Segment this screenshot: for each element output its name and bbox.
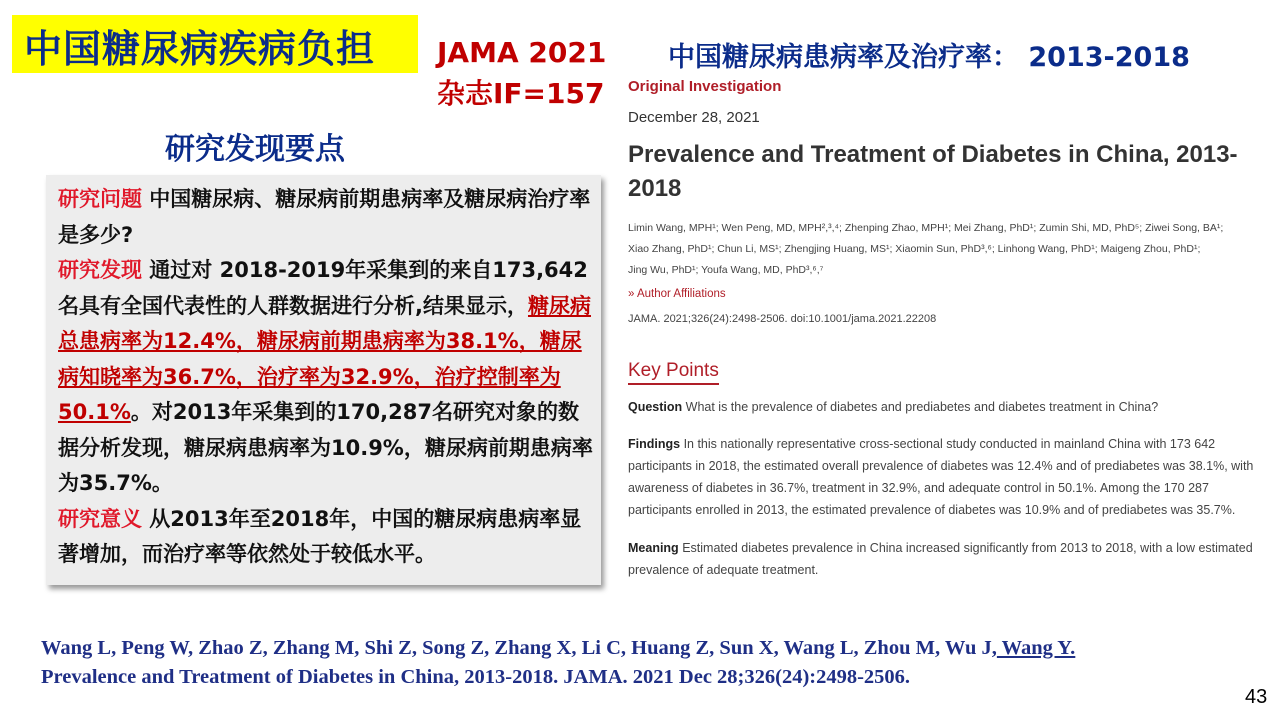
findings-text-2: 。对2013年采集到的170,287名研究对象的数据分析发现，糖尿病患病率为10.9%，糖尿病前期患病率为35.7%。	[58, 400, 593, 495]
article-date: December 28, 2021	[628, 109, 760, 126]
findings-label: Findings	[628, 437, 681, 451]
question-text: What is the prevalence of diabetes and prediabetes and diabetes treatment in China?	[685, 400, 1159, 414]
question-label: 研究问题	[58, 187, 142, 211]
author-affiliations-link[interactable]: » Author Affiliations	[628, 288, 726, 300]
findings-label: 研究发现	[58, 258, 142, 282]
question-text: 中国糖尿病、糖尿病前期患病率及糖尿病治疗率是多少?	[58, 187, 591, 247]
findings-text: In this nationally representative cross-sectional study conducted in mainland China with 173 642 participants in 2018, the estimated overall prevalence of diabetes was 12.4% and of prediabetes was 38.1%, with awareness of diabetes in 36.7%, treatment in 32.9%, and adequate control in 50.1%. Among the 170 287 participants enrolled in 2013, the estimated prevalence of diabetes was 10.9% and of prediabetes was 35.7%.	[628, 437, 1254, 517]
findings-highlight: 糖尿病总患病率为12.4%，糖尿病前期患病率为38.1%，糖尿病知晓率为36.7%，治疗率为32.9%，治疗控制率为50.1%	[58, 293, 591, 424]
meaning-text: Estimated diabetes prevalence in China increased significantly from 2013 to 2018, with a low estimated prevalence of adequate treatment.	[628, 541, 1253, 577]
slide-title: 中国糖尿病疾病负担	[24, 27, 376, 71]
article-citation: JAMA. 2021;326(24):2498-2506. doi:10.1001/jama.2021.22208	[628, 313, 937, 325]
authors-line: Xiao Zhang, PhD¹; Chun Li, MS¹; Zhengjing Huang, MS¹; Xiaomin Sun, PhD³,⁶; Linhong Wang, PhD¹; Maigeng Zhou, PhD¹;	[628, 243, 1201, 255]
reference-authors: Wang L, Peng W, Zhao Z, Zhang M, Shi Z, Song Z, Zhang X, Li C, Huang Z, Sun X, Wang L, Zhou M, Wu J,	[41, 637, 997, 659]
significance-label: 研究意义	[58, 506, 142, 531]
article-title: Prevalence and Treatment of Diabetes in China, 2013-2018	[628, 141, 1238, 202]
article-authors	[628, 218, 1268, 281]
authors-line: Jing Wu, PhD¹; Youfa Wang, MD, PhD³,⁶,⁷	[628, 264, 824, 276]
impact-factor-label: 杂志IF=157	[437, 77, 605, 110]
right-heading: 中国糖尿病患病率及治疗率： 2013-2018	[668, 42, 1190, 73]
authors-line: Limin Wang, MPH¹; Wen Peng, MD, MPH²,³,⁴; Zhenping Zhao, MPH¹; Mei Zhang, PhD¹; Zumin Shi, MD, PhD⁵; Ziwei Song, BA¹;	[628, 222, 1224, 234]
journal-label: JAMA 2021	[437, 36, 607, 69]
reference-citation	[41, 634, 1271, 692]
key-points-heading: Key Points	[628, 360, 719, 385]
reference-title: Prevalence and Treatment of Diabetes in China, 2013-2018. JAMA. 2021 Dec 28;326(24):2498-2506.	[41, 666, 911, 688]
meaning-label: Meaning	[628, 541, 679, 555]
article-type: Original Investigation	[628, 78, 782, 95]
key-point-meaning	[628, 537, 1268, 581]
page-number: 43	[1245, 686, 1268, 708]
key-point-question	[628, 396, 1268, 418]
question-label: Question	[628, 400, 683, 414]
key-point-findings	[628, 433, 1268, 521]
reference-last-author: Wang Y.	[996, 637, 1076, 659]
findings-text: 通过对 2018-2019年采集到的来自173,642名具有全国代表性的人群数据进行分析,结果显示，	[58, 258, 588, 318]
summary-text	[58, 182, 598, 573]
significance-text: 从2013年至2018年，中国的糖尿病患病率显著增加，而治疗率等依然处于较低水平。	[58, 506, 582, 566]
findings-title: 研究发现要点	[165, 132, 345, 167]
